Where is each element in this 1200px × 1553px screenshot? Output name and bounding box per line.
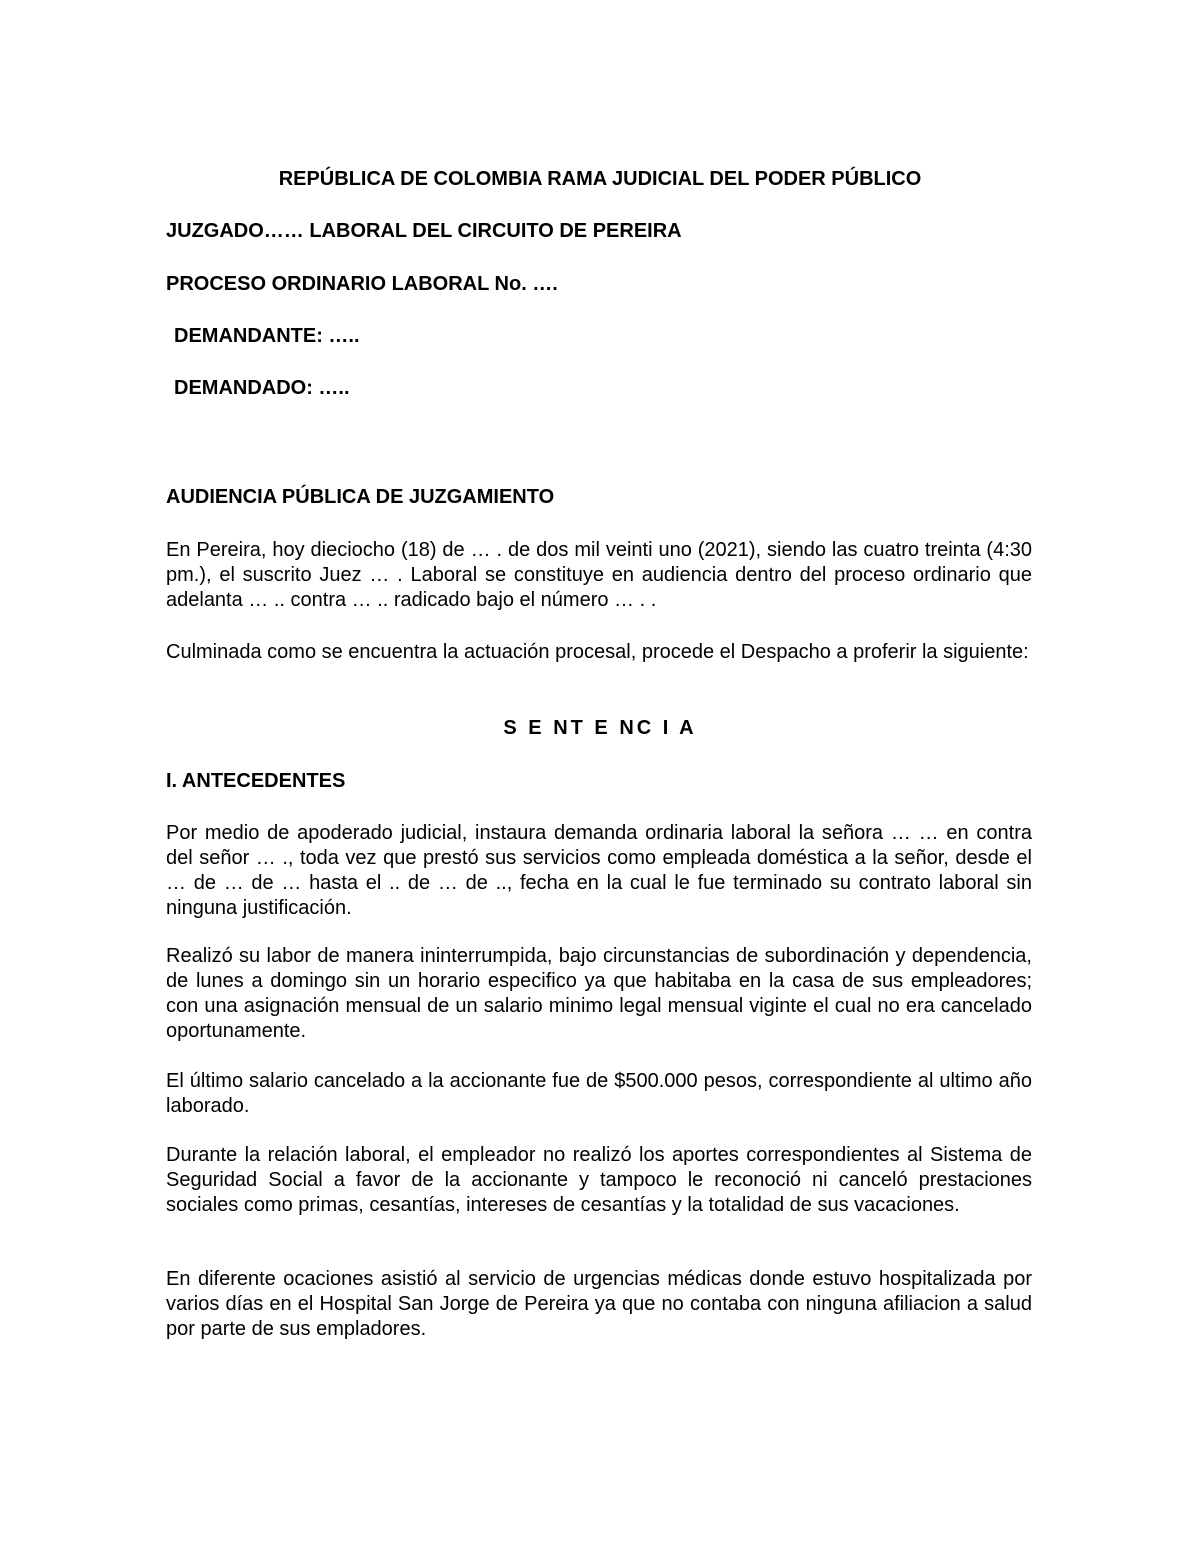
background-paragraph: En diferente ocaciones asistió al servicio de urgencias médicas donde estuvo hospitalizada por varios días en el Hospital San Jorge de Pereira ya que no contaba con ninguna afiliacion a salud por parte de sus empladores. bbox=[166, 1268, 1032, 1340]
background-paragraph: Durante la relación laboral, el empleador no realizó los aportes correspondientes al Sistema de Seguridad Social a favor de la accionante y tampoco le reconoció ni canceló prestaciones sociales como primas, cesantías, intereses de cesantías y la totalidad de sus vacaciones. bbox=[166, 1144, 1032, 1216]
sentence-title: S E NT E NC I A bbox=[503, 717, 697, 739]
hearing-closing-paragraph: Culminada como se encuentra la actuación procesal, procede el Despacho a proferir la siguiente: bbox=[166, 641, 1029, 663]
hearing-heading: AUDIENCIA PÚBLICA DE JUZGAMIENTO bbox=[166, 486, 555, 508]
document-title: REPÚBLICA DE COLOMBIA RAMA JUDICIAL DEL PODER PÚBLICO bbox=[278, 168, 922, 190]
background-heading: I. ANTECEDENTES bbox=[166, 770, 346, 792]
background-paragraph: Realizó su labor de manera ininterrumpida, bajo circunstancias de subordinación y dependencia, de lunes a domingo sin un horario especifico ya que habitaba en la casa de sus empleadores; con una asignación mensual de un salario minimo legal mensual viginte el cual no era cancelado oportunamente. bbox=[166, 945, 1032, 1042]
defendant-line: DEMANDADO: ….. bbox=[174, 377, 350, 399]
background-paragraph: El último salario cancelado a la accionante fue de $500.000 pesos, correspondiente al ultimo año laborado. bbox=[166, 1070, 1032, 1117]
process-number: PROCESO ORDINARIO LABORAL No. …. bbox=[166, 273, 558, 295]
court-name: JUZGADO…… LABORAL DEL CIRCUITO DE PEREIRA bbox=[166, 220, 682, 242]
hearing-intro-paragraph: En Pereira, hoy dieciocho (18) de … . de dos mil veinti uno (2021), siendo las cuatro treinta (4:30 pm.), el suscrito Juez … . Laboral se constituye en audiencia dentro del proceso ordinario que adelanta … .. contra … .. radicado bajo el número … . . bbox=[166, 539, 1032, 611]
background-paragraph: Por medio de apoderado judicial, instaura demanda ordinaria laboral la señora … … en contra del señor … ., toda vez que prestó sus servicios como empleada doméstica a la señor, desde el … de … de … hasta el .. de … de .., fecha en la cual le fue terminado su contrato laboral sin ninguna justificación. bbox=[166, 822, 1032, 919]
plaintiff-line: DEMANDANTE: ….. bbox=[174, 325, 360, 347]
